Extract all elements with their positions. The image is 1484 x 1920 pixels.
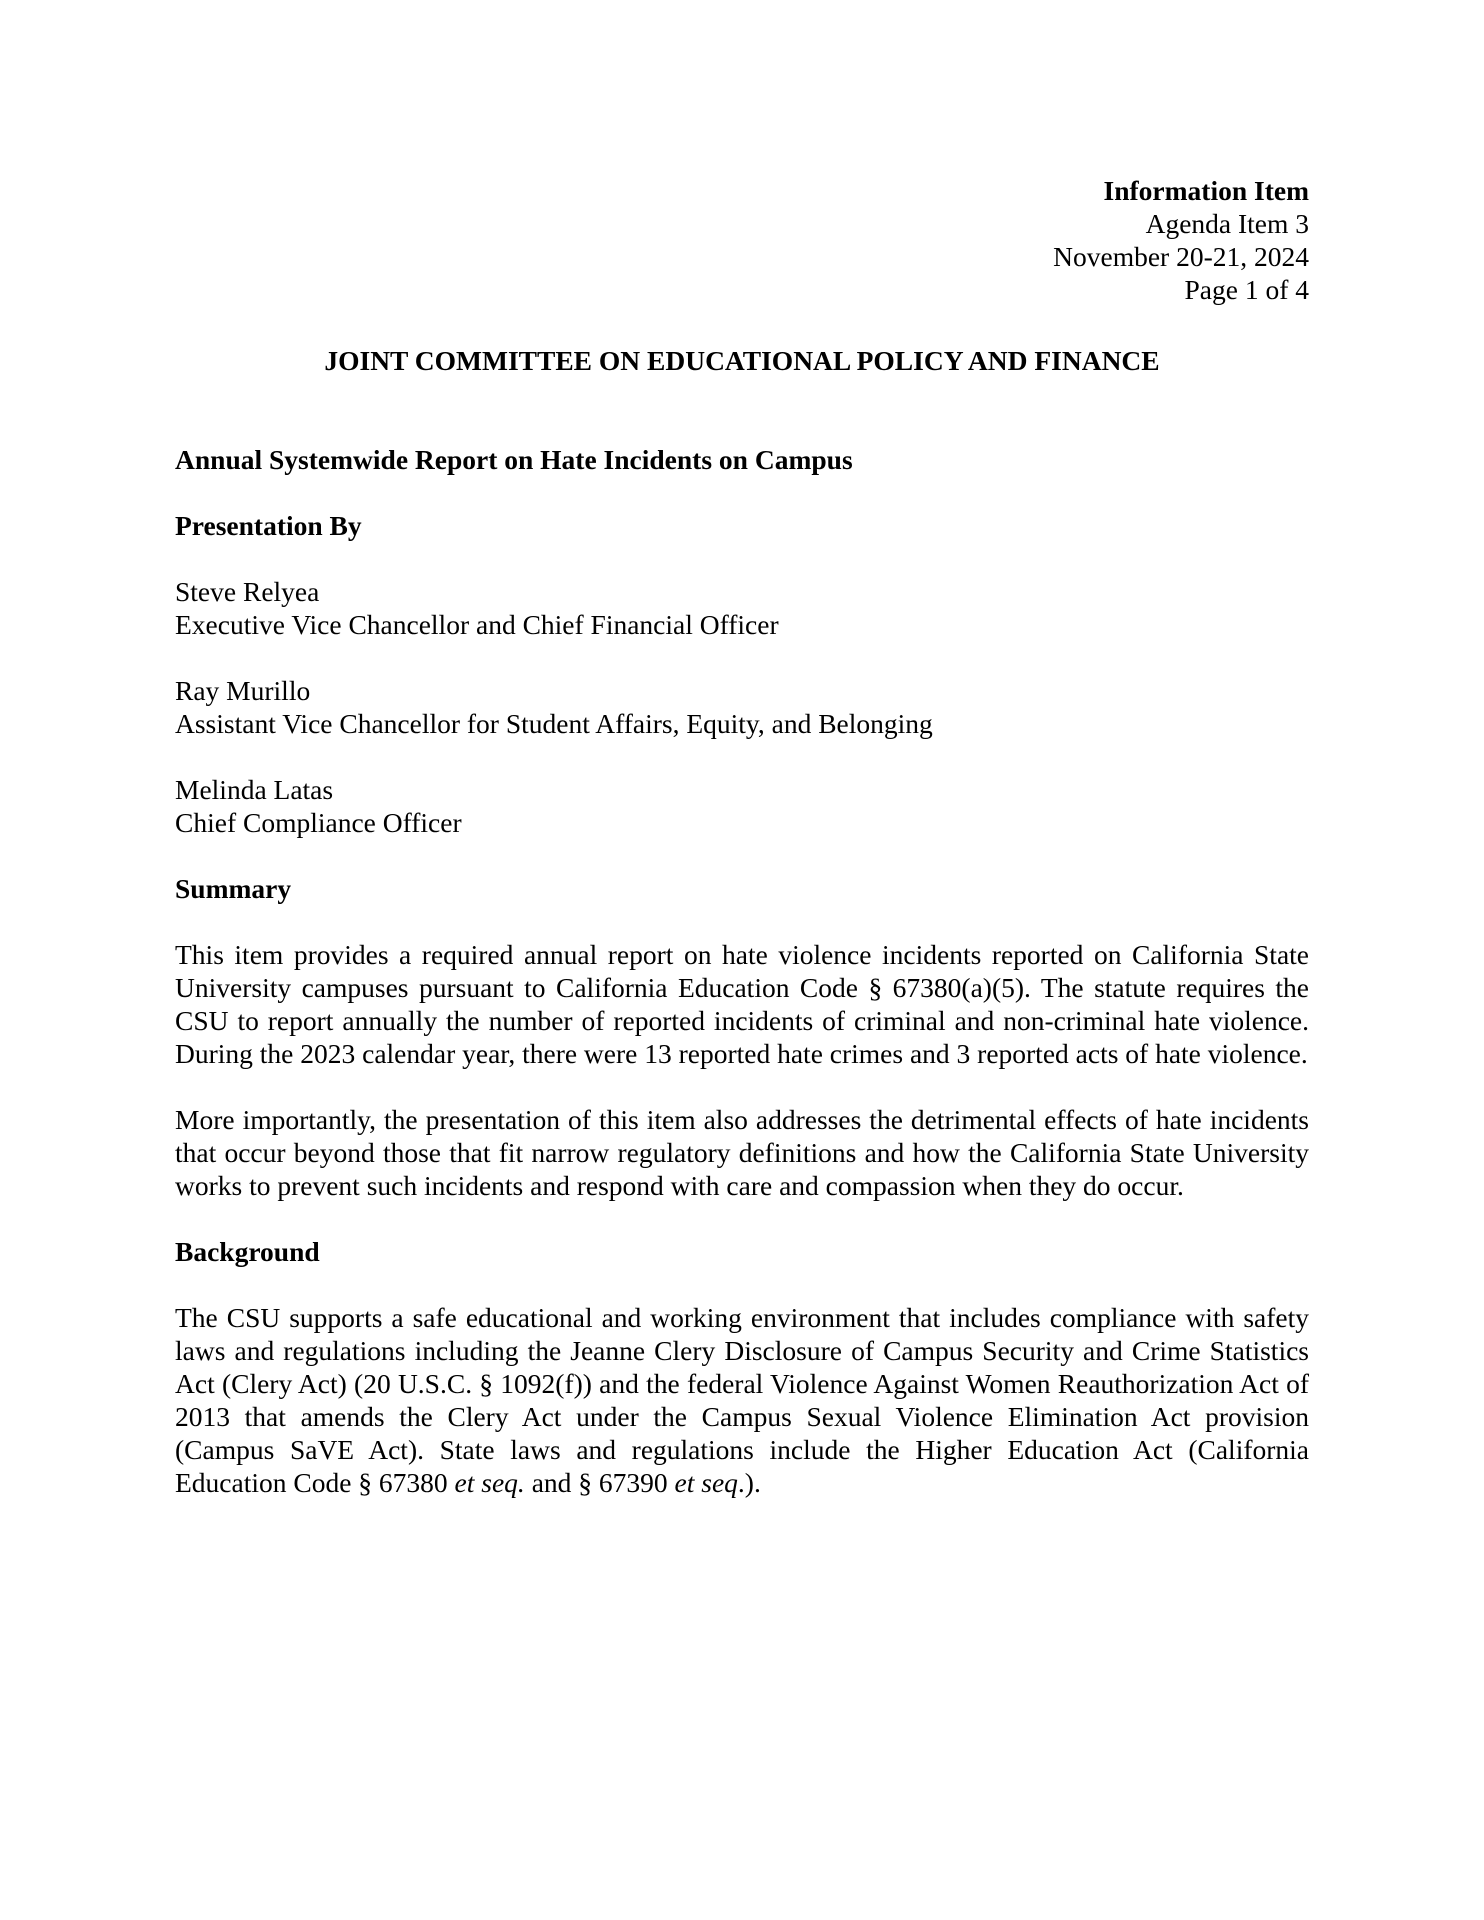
agenda-item-number: Agenda Item 3 [1145, 208, 1309, 239]
italic-citation: et seq. [454, 1467, 525, 1498]
background-text: and § 67390 [524, 1467, 675, 1498]
presenter [175, 773, 1309, 839]
italic-citation: et seq [674, 1467, 738, 1498]
background-heading: Background [175, 1236, 320, 1267]
presenter [175, 674, 1309, 740]
meeting-date: November 20-21, 2024 [1053, 241, 1309, 272]
summary-paragraph: This item provides a required annual report on hate violence incidents reported on California State University campuses pursuant to California Education Code § 67380(a)(5). The statute requires the CSU to report annually the number of reported incidents of criminal and non-criminal hate violence. During the 2023 calendar year, there were 13 reported hate crimes and 3 reported acts of hate violence. [175, 939, 1309, 1069]
presenter-title: Assistant Vice Chancellor for Student Affairs, Equity, and Belonging [175, 708, 933, 739]
background-text: .). [737, 1467, 761, 1498]
presenter [175, 575, 1309, 641]
page-number: Page 1 of 4 [1184, 274, 1309, 305]
presentation-heading: Presentation By [175, 510, 362, 541]
summary-paragraph: More importantly, the presentation of this item also addresses the detrimental effects of hate incidents that occur beyond those that fit narrow regulatory definitions and how the California State University works to prevent such incidents and respond with care and compassion when they do occur. [175, 1104, 1309, 1201]
report-title: Annual Systemwide Report on Hate Incidents on Campus [175, 444, 853, 475]
document-body [175, 443, 1309, 1499]
summary-heading: Summary [175, 873, 292, 904]
item-type: Information Item [1103, 175, 1309, 206]
presenter-title: Chief Compliance Officer [175, 807, 462, 838]
presenter-name: Steve Relyea [175, 576, 320, 607]
background-paragraph [175, 1301, 1309, 1499]
presenter-name: Ray Murillo [175, 675, 311, 706]
presenter-name: Melinda Latas [175, 774, 334, 805]
committee-title: JOINT COMMITTEE ON EDUCATIONAL POLICY AND FINANCE [324, 345, 1160, 376]
background-text: The CSU supports a safe educational and working environment that includes compliance with safety laws and regulations including the Jeanne Clery Disclosure of Campus Security and Crime Statistics Act (Clery Act) (20 U.S.C. § 1092(f)) and the federal Violence Against Women Reauthorization Act of 2013 that amends the Clery Act under the Campus Sexual Violence Elimination Act provision (Campus SaVE Act). State laws and regulations include the Higher Education Act (California Education Code § 67380 [175, 1302, 1309, 1498]
presenter-title: Executive Vice Chancellor and Chief Financial Officer [175, 609, 779, 640]
agenda-header [709, 174, 1309, 306]
